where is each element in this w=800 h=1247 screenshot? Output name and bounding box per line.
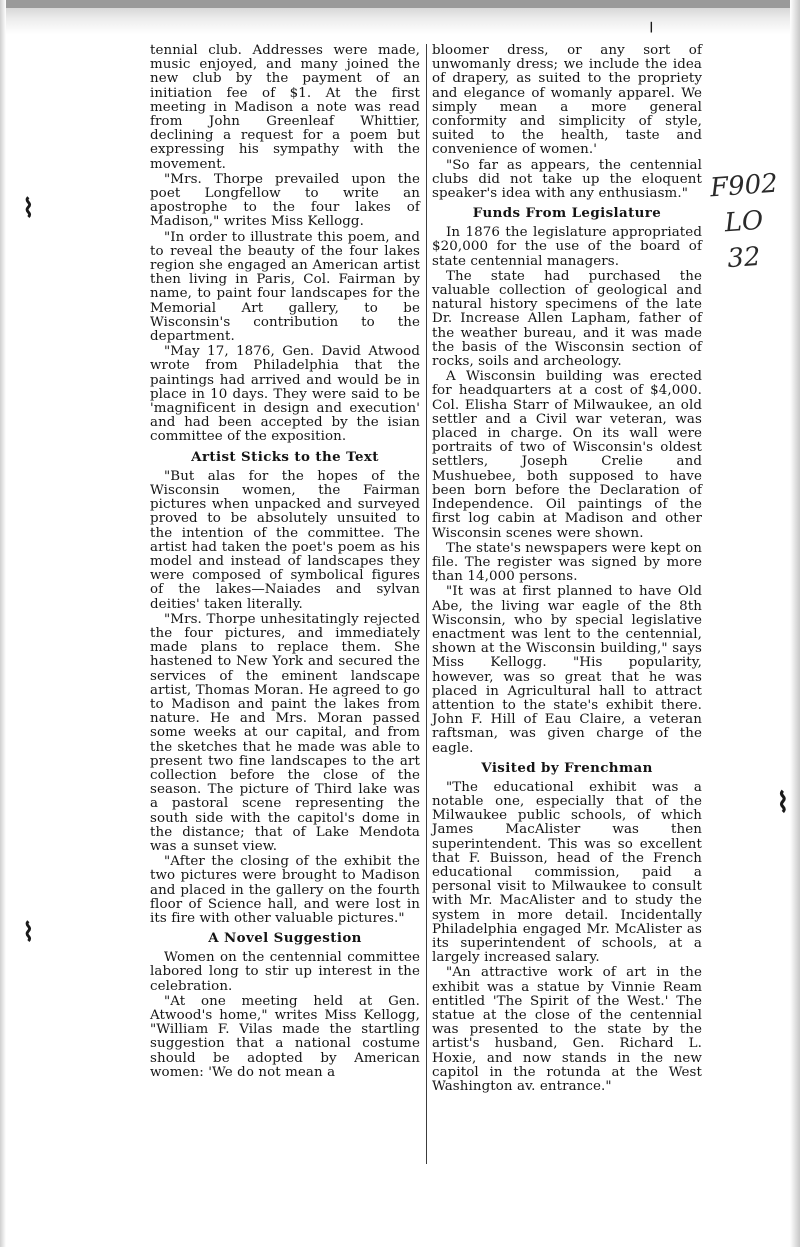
article-paragraph: "The educational exhibit was a notable one, especially that of the Milwaukee public schools, of which James MacAlister was then superintendent. This was so excellent that F. Buisson, head of the French educational commission, paid a personal visit to Milwaukee to consult with Mr. MacAlister and to study the system in more detail. Incidentally Philadelphia engaged Mr. McAlister as its superintendent of schools, at a largely increased salary. — [432, 779, 702, 966]
article-paragraph: Women on the centennial committee labored long to stir up interest in the celebration. — [150, 950, 420, 994]
handwritten-note-line-1: F902 — [709, 168, 779, 204]
section-heading: Artist Sticks to the Text — [191, 448, 379, 465]
left-margin-mark-lower: ⌇ — [22, 918, 35, 948]
handwritten-catalog-note — [706, 168, 782, 276]
column-divider — [426, 44, 427, 1164]
section-heading: Visited by Frenchman — [481, 759, 653, 776]
article-paragraph: The state had purchased the valuable collection of geological and natural history specimens of the late Dr. Increase Allen Lapham, father of the weather bureau, and it was made the basis of the Wisconsin section of rocks, soils and archeology. — [432, 268, 702, 370]
article-paragraph: "An attractive work of art in the exhibit was a statue by Vinnie Ream entitled 'The Spirit of the West.' The statue at the close of the centennial was presented to the state by the artist's husband, Gen. Richard L. Hoxie, and now stands in the new capitol in the rotunda at the West Washington av. entrance." — [432, 965, 702, 1095]
section-heading: Funds From Legislature — [472, 205, 662, 222]
article-paragraph: "So far as appears, the centennial clubs did not take up the eloquent speaker's idea with any enthusiasm." — [432, 157, 702, 202]
right-column — [432, 44, 702, 1095]
article-paragraph: "It was at first planned to have Old Abe, the living war eagle of the 8th Wisconsin, who by special legislative enactment was lent to the centennial, shown at the Wisconsin building," says Miss Kellogg. "His popularity, however, was so great that he was placed in Agricultural hall to attract attention to the state's exhibit there. John F. Hill of Eau Claire, a veteran raftsman, was given charge of the eagle. — [432, 584, 702, 756]
article-paragraph: A Wisconsin building was erected for headquarters at a cost of $4,000. Col. Elisha Starr of Milwaukee, an old settler and a Civil war veteran, was placed in charge. On its wall were portraits of two of Wisconsin's oldest settlers, Joseph Crelie and Mushuebee, both supposed to have been born before the Declaration of Independence. Oil paintings of the first log cabin at Madison and other Wisconsin scenes were shown. — [432, 369, 702, 541]
article-paragraph: "Mrs. Thorpe unhesitatingly rejected the four pictures, and immediately made plans to replace them. She hastened to New York and secured the services of the eminent landscape artist, Thomas Moran. He agreed to go to Madison and paint the lakes from nature. He and Mrs. Moran passed some weeks at our capital, and from the sketches that he made was able to present two fine landscapes to the art collection before the close of the season. The picture of Third lake was a pastoral scene representing the south side with the capitol's dome in the distance; that of Lake Mendota was a sunset view. — [150, 611, 420, 854]
article-paragraph: In 1876 the legislature appropriated $20,000 for the use of the board of state centennial managers. — [432, 225, 702, 269]
section-heading: A Novel Suggestion — [208, 930, 362, 947]
article-paragraph: "Mrs. Thorpe prevailed upon the poet Longfellow to write an apostrophe to the four lakes of Madison," writes Miss Kellogg. — [150, 171, 420, 230]
article-paragraph: "May 17, 1876, Gen. David Atwood wrote from Philadelphia that the paintings had arrived and would be in place in 10 days. They were said to be 'magnificent in design and execution' and had been accepted by the isian committee of the exposition. — [150, 344, 420, 445]
article-paragraph: "After the closing of the exhibit the two pictures were brought to Madison and placed in the gallery on the fourth floor of Science hall, and were lost in its fire with other valuable pictures." — [150, 854, 420, 926]
article-paragraph: "But alas for the hopes of the Wisconsin women, the Fairman pictures when unpacked and surveyed proved to be absolutely unsuited to the intention of the committee. The artist had taken the poet's poem as his model and instead of landscapes they were composed of symbolical figures of the lakes—Naiades and sylvan deities' taken literally. — [150, 468, 420, 612]
left-margin-mark-upper: ⌇ — [22, 194, 35, 224]
right-margin-mark: ⌇ — [776, 786, 790, 819]
newspaper-clipping — [150, 44, 702, 1184]
scan-left-shadow — [0, 0, 6, 1247]
scan-right-shadow — [790, 0, 800, 1247]
handwritten-note-line-2: LO — [723, 205, 765, 239]
handwritten-note-line-3: 32 — [726, 241, 762, 275]
left-column — [150, 44, 420, 1081]
article-paragraph: tennial club. Addresses were made, music enjoyed, and many joined the new club by the payment of an initiation fee of $1. At the first meeting in Madison a note was read from John Greenleaf Whittier, declining a request for a poem but expressing his sympathy with the movement. — [150, 43, 420, 172]
article-paragraph: "At one meeting held at Gen. Atwood's home," writes Miss Kellogg, "William F. Vilas made the startling suggestion that a national costume should be adopted by American women: 'We do not mean a — [150, 993, 420, 1080]
scan-top-border — [0, 0, 800, 8]
top-margin-mark: ╷ — [646, 12, 657, 33]
article-paragraph: The state's newspapers were kept on file. The register was signed by more than 14,000 persons. — [432, 540, 702, 585]
article-paragraph: bloomer dress, or any sort of unwomanly dress; we include the idea of drapery, as suited to the propriety and elegance of womanly apparel. We simply mean a more general conformity and simplicity of style, suited to the health, taste and convenience of women.' — [432, 43, 702, 158]
article-paragraph: "In order to illustrate this poem, and to reveal the beauty of the four lakes region she engaged an American artist then living in Paris, Col. Fairman by name, to paint four landscapes for the Memorial Art gallery, to be Wisconsin's contribution to the department. — [150, 229, 420, 345]
